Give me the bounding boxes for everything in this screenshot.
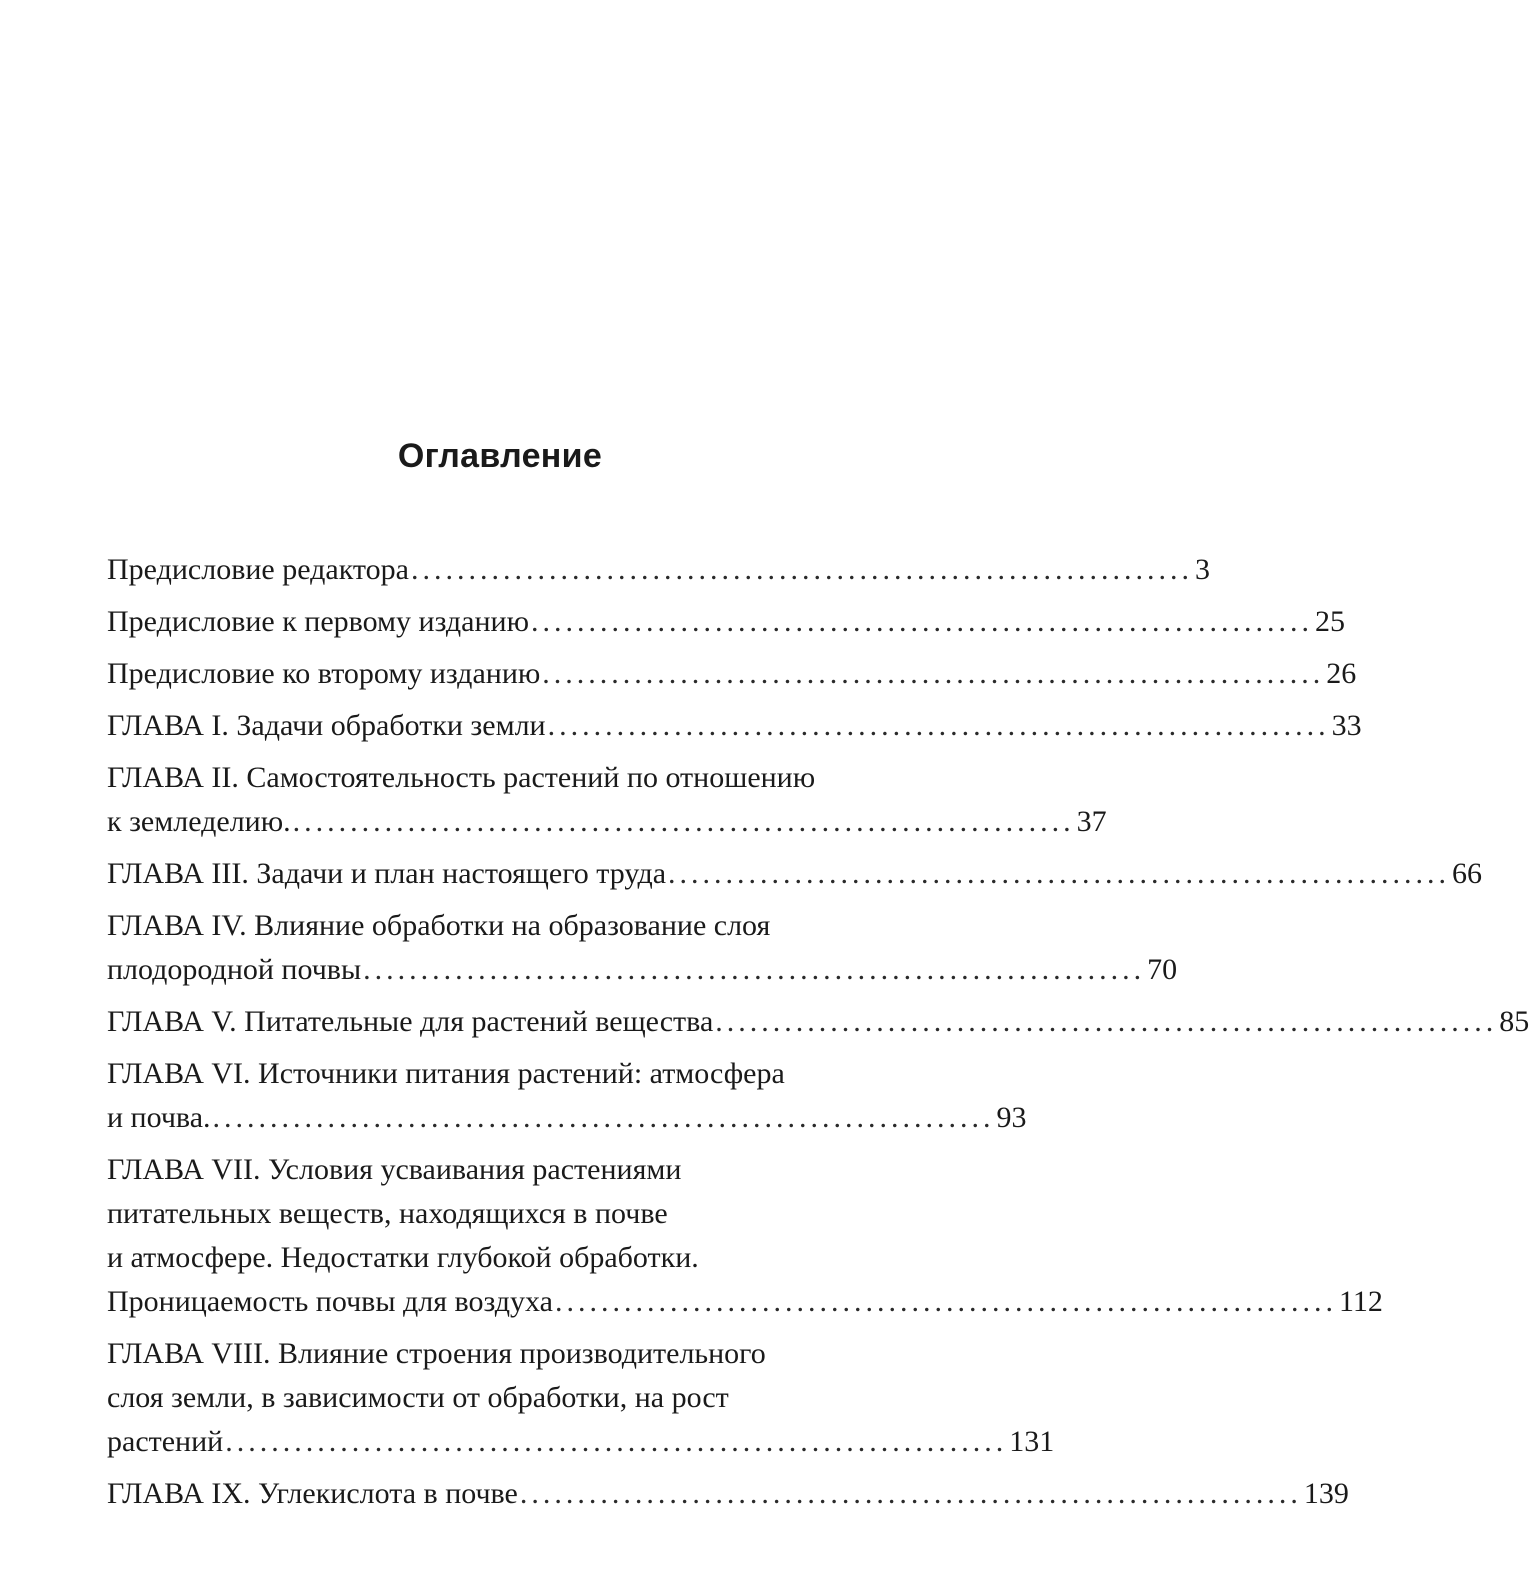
dot-leader: .................................................................... bbox=[668, 857, 1451, 890]
toc-entry-text: растений bbox=[107, 1425, 224, 1458]
toc-entry bbox=[107, 1000, 1529, 1044]
dot-leader: .................................................................... bbox=[519, 1477, 1302, 1510]
table-of-contents bbox=[107, 548, 1529, 1524]
toc-page-number: 131 bbox=[1009, 1425, 1055, 1458]
toc-page-number: 70 bbox=[1147, 953, 1178, 986]
toc-entry bbox=[107, 600, 1346, 644]
toc-entry-line bbox=[107, 548, 1210, 592]
toc-entry bbox=[107, 548, 1210, 592]
toc-entry-text: Проницаемость почвы для воздуха bbox=[107, 1285, 553, 1318]
page-title: Оглавление bbox=[397, 437, 603, 475]
toc-page-number: 26 bbox=[1326, 657, 1357, 690]
toc-page-number: 85 bbox=[1499, 1005, 1529, 1038]
toc-entry-text: ГЛАВА VII. Условия усваивания растениями bbox=[107, 1153, 682, 1186]
toc-entry-text: ГЛАВА V. Питательные для растений вещества bbox=[107, 1005, 714, 1038]
toc-entry-line bbox=[107, 1280, 1383, 1324]
toc-entry-line bbox=[107, 852, 1483, 896]
toc-entry-text: ГЛАВА VI. Источники питания растений: атмосфера bbox=[107, 1057, 785, 1090]
toc-entry bbox=[107, 1332, 1055, 1464]
toc-entry-line bbox=[107, 1096, 1027, 1140]
dot-leader: .................................................................... bbox=[547, 709, 1330, 742]
toc-entry-line bbox=[107, 652, 1357, 696]
dot-leader: .................................................................... bbox=[363, 953, 1146, 986]
dot-leader: .................................................................... bbox=[410, 553, 1193, 586]
toc-entry-text: ГЛАВА I. Задачи обработки земли bbox=[107, 709, 546, 742]
toc-entry-text: и почва. bbox=[107, 1101, 211, 1134]
dot-leader: .................................................................... bbox=[715, 1005, 1498, 1038]
toc-entry-line bbox=[107, 1420, 1055, 1464]
toc-page-number: 25 bbox=[1315, 605, 1346, 638]
toc-entry-text: ГЛАВА VIII. Влияние строения производительного bbox=[107, 1337, 766, 1370]
toc-entry-text: ГЛАВА II. Самостоятельность растений по отношению bbox=[107, 761, 816, 794]
toc-page-number: 112 bbox=[1338, 1285, 1383, 1318]
toc-entry-line bbox=[107, 704, 1362, 748]
toc-page-number: 37 bbox=[1076, 805, 1107, 838]
toc-entry-text: ГЛАВА III. Задачи и план настоящего труда bbox=[107, 857, 667, 890]
toc-entry-line bbox=[107, 1472, 1349, 1516]
dot-leader: .................................................................... bbox=[542, 657, 1325, 690]
toc-entry-text: питательных веществ, находящихся в почве bbox=[107, 1197, 668, 1230]
toc-entry-text: ГЛАВА IX. Углекислота в почве bbox=[107, 1477, 518, 1510]
dot-leader: .................................................................... bbox=[531, 605, 1314, 638]
toc-entry bbox=[107, 904, 1178, 992]
toc-entry bbox=[107, 1148, 1383, 1324]
toc-entry bbox=[107, 1472, 1349, 1516]
dot-leader: .................................................................... bbox=[292, 805, 1075, 838]
toc-entry-line bbox=[107, 1000, 1529, 1044]
toc-page-number: 93 bbox=[996, 1101, 1027, 1134]
dot-leader: .................................................................... bbox=[554, 1285, 1337, 1318]
toc-entry bbox=[107, 704, 1362, 748]
dot-leader: .................................................................... bbox=[212, 1101, 995, 1134]
toc-entry bbox=[107, 852, 1483, 896]
toc-entry-text: и атмосфере. Недостатки глубокой обработки. bbox=[107, 1241, 699, 1274]
toc-page-number: 139 bbox=[1303, 1477, 1349, 1510]
toc-page-number: 3 bbox=[1194, 553, 1210, 586]
toc-page-number: 33 bbox=[1331, 709, 1362, 742]
toc-entry-text: Предисловие редактора bbox=[107, 553, 409, 586]
toc-entry-text: к земледелию. bbox=[107, 805, 291, 838]
toc-entry-text: плодородной почвы bbox=[107, 953, 362, 986]
toc-entry-text: Предисловие к первому изданию bbox=[107, 605, 530, 638]
toc-entry bbox=[107, 1052, 1027, 1140]
dot-leader: .................................................................... bbox=[225, 1425, 1008, 1458]
toc-entry-text: Предисловие ко второму изданию bbox=[107, 657, 541, 690]
toc-page-number: 66 bbox=[1452, 857, 1483, 890]
toc-entry-line bbox=[107, 800, 1107, 844]
toc-entry-line bbox=[107, 948, 1178, 992]
toc-entry-line bbox=[107, 600, 1346, 644]
toc-entry-text: ГЛАВА IV. Влияние обработки на образование слоя bbox=[107, 909, 771, 942]
toc-entry bbox=[107, 756, 1107, 844]
toc-entry-text: слоя земли, в зависимости от обработки, на рост bbox=[107, 1381, 729, 1414]
toc-entry bbox=[107, 652, 1357, 696]
